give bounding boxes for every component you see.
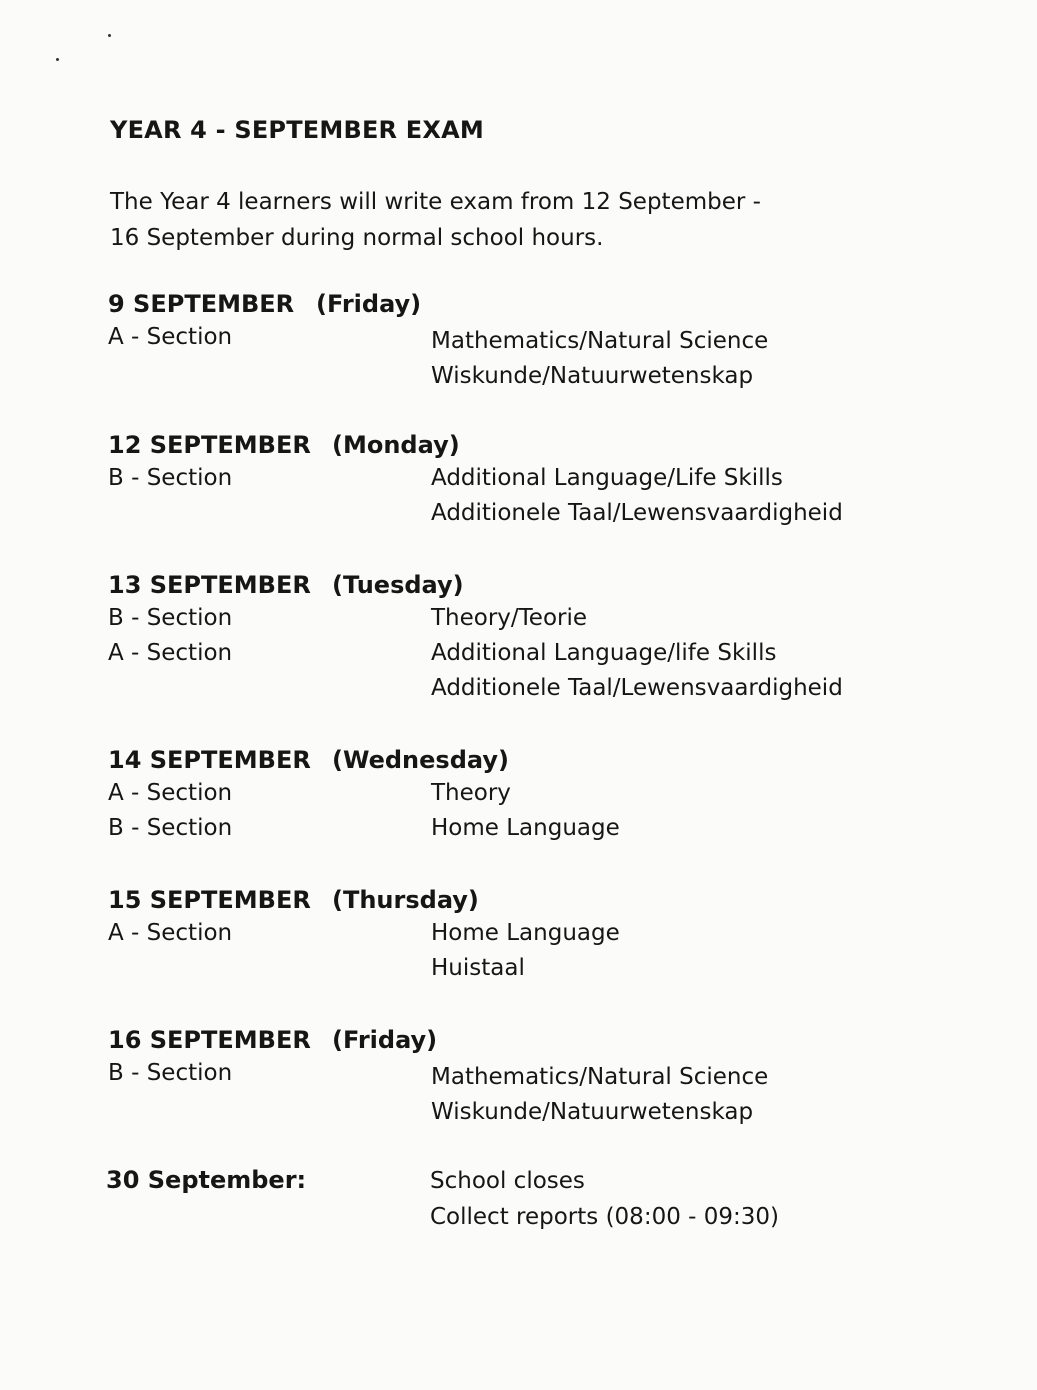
section-label: B - Section (108, 815, 233, 841)
subject-label: Huistaal (431, 955, 525, 981)
intro-line: 16 September during normal school hours. (110, 225, 604, 251)
day-weekday: (Wednesday) (332, 746, 509, 774)
closing-note: Collect reports (08:00 - 09:30) (430, 1204, 780, 1230)
day-date: 9 SEPTEMBER (108, 290, 295, 318)
schedule-row (108, 1099, 1008, 1134)
closing-date: 30 September: (106, 1166, 307, 1194)
section-label: A - Section (108, 780, 233, 806)
day-weekday: (Friday) (316, 290, 422, 318)
schedule-row (108, 1064, 1008, 1099)
subject-label: Additional Language/life Skills (431, 640, 777, 666)
schedule-row (108, 640, 1008, 675)
exam-day-9-september (108, 290, 1008, 398)
subject-label: Theory (431, 780, 511, 806)
subject-label: Additionele Taal/Lewensvaardigheid (431, 500, 843, 526)
scan-speck (56, 58, 59, 61)
day-date: 14 SEPTEMBER (108, 746, 311, 774)
day-weekday: (Friday) (332, 1026, 438, 1054)
exam-day-12-september (108, 431, 1008, 535)
day-weekday: (Thursday) (332, 886, 479, 914)
schedule-row (108, 363, 1008, 398)
exam-day-16-september (108, 1026, 1008, 1134)
scan-speck (108, 34, 111, 37)
day-date: 13 SEPTEMBER (108, 571, 311, 599)
subject-label: Additionele Taal/Lewensvaardigheid (431, 675, 843, 701)
day-date: 12 SEPTEMBER (108, 431, 311, 459)
day-heading (108, 746, 1008, 780)
page-title: YEAR 4 - SEPTEMBER EXAM (110, 116, 484, 144)
subject-label: Home Language (431, 815, 620, 841)
schedule-row (108, 815, 1008, 850)
exam-day-13-september (108, 571, 1008, 710)
section-label: B - Section (108, 465, 233, 491)
day-heading (108, 290, 1008, 324)
intro-paragraph (110, 184, 761, 256)
day-heading (108, 886, 1008, 920)
section-label: A - Section (108, 920, 233, 946)
day-weekday: (Tuesday) (332, 571, 464, 599)
schedule-row (108, 605, 1008, 640)
day-date: 15 SEPTEMBER (108, 886, 311, 914)
section-label: A - Section (108, 324, 233, 350)
intro-line: The Year 4 learners will write exam from 12 September - (110, 189, 761, 215)
day-heading (108, 1026, 1008, 1060)
schedule-row (108, 328, 1008, 363)
exam-day-14-september (108, 746, 1008, 850)
day-weekday: (Monday) (332, 431, 460, 459)
day-date: 16 SEPTEMBER (108, 1026, 311, 1054)
schedule-row (108, 500, 1008, 535)
schedule-row (108, 920, 1008, 955)
subject-label: Mathematics/Natural Science (431, 328, 769, 354)
section-label: A - Section (108, 640, 233, 666)
subject-label: Wiskunde/Natuurwetenskap (431, 363, 754, 389)
schedule-row (108, 465, 1008, 500)
schedule-row (108, 955, 1008, 990)
day-heading (108, 571, 1008, 605)
section-label: B - Section (108, 1060, 233, 1086)
schedule-row (108, 675, 1008, 710)
subject-label: Wiskunde/Natuurwetenskap (431, 1099, 754, 1125)
subject-label: Home Language (431, 920, 620, 946)
subject-label: Additional Language/Life Skills (431, 465, 783, 491)
day-heading (108, 431, 1008, 465)
section-label: B - Section (108, 605, 233, 631)
closing-note: School closes (430, 1168, 585, 1194)
exam-day-15-september (108, 886, 1008, 990)
subject-label: Mathematics/Natural Science (431, 1064, 769, 1090)
schedule-row (108, 780, 1008, 815)
subject-label: Theory/Teorie (431, 605, 588, 631)
